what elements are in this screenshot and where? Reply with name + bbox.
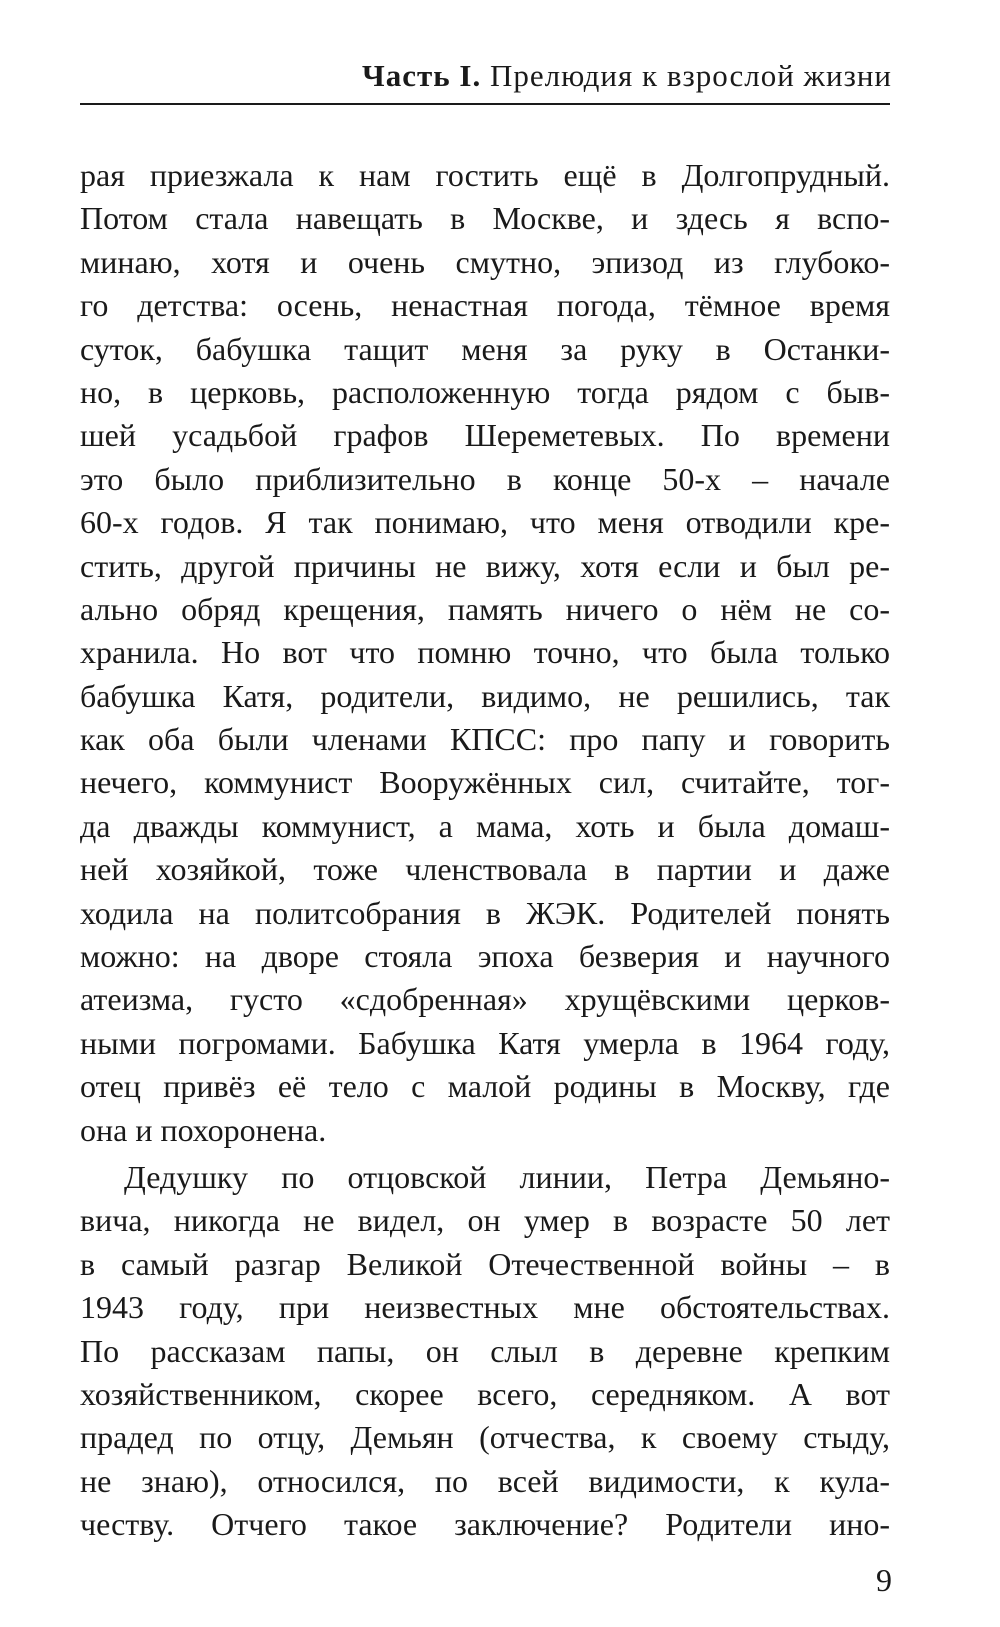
text-line: ходила на политсобрания в ЖЭК. Родителей понять (80, 894, 890, 931)
text-line: атеизма, густо «сдобренная» хрущёвскими церков- (80, 981, 890, 1018)
text-line: суток, бабушка тащит меня за руку в Останки- (80, 330, 890, 367)
text-line: хозяйственником, скорее всего, середняком. А вот (80, 1375, 890, 1412)
text-line: Дедушку по отцовской линии, Петра Демьяно- (124, 1158, 890, 1195)
text-line: это было приблизительно в конце 50-х – начале (80, 460, 890, 497)
text-line: Потом стала навещать в Москве, и здесь я вспо- (80, 200, 890, 237)
text-line: го детства: осень, ненастная погода, тёмное время (80, 287, 890, 324)
text-line: нечего, коммунист Вооружённых сил, считайте, тог- (80, 764, 890, 801)
text-line: шей усадьбой графов Шереметевых. По времени (80, 417, 890, 454)
text-line: да дважды коммунист, а мама, хоть и была домаш- (80, 807, 890, 844)
text-line: она и похоронена. (80, 1111, 327, 1148)
text-line: прадед по отцу, Демьян (отчества, к своему стыду, (80, 1419, 890, 1456)
text-line: 1943 году, при неизвестных мне обстоятельствах. (80, 1289, 890, 1326)
running-head (362, 58, 892, 94)
chapter-title: Прелюдия к взрослой жизни (489, 58, 892, 93)
body-text (80, 154, 890, 1547)
text-line: можно: на дворе стояла эпоха безверия и научного (80, 938, 890, 975)
text-line: По рассказам папы, он слыл в деревне крепким (80, 1332, 890, 1369)
paragraph-2 (80, 1156, 890, 1547)
text-line: в самый разгар Великой Отечественной войны – в (80, 1245, 890, 1282)
text-line: ными погромами. Бабушка Катя умерла в 1964 году, (80, 1024, 890, 1061)
text-line: минаю, хотя и очень смутно, эпизод из глубоко- (80, 243, 890, 280)
text-line: рая приезжала к нам гостить ещё в Долгопрудный. (80, 157, 890, 193)
text-line: честву. Отчего такое заключение? Родители ино- (80, 1506, 890, 1543)
text-line: как оба были членами КПСС: про папу и говорить (80, 721, 890, 758)
text-line: ней хозяйкой, тоже членствовала в партии и даже (80, 851, 890, 888)
text-line: вича, никогда не видел, он умер в возрасте 50 лет (80, 1202, 890, 1239)
page-number: 9 (876, 1562, 892, 1598)
text-line: ально обряд крещения, память ничего о нём не со- (80, 590, 890, 627)
text-line: бабушка Катя, родители, видимо, не решились, так (80, 677, 890, 714)
text-line: отец привёз её тело с малой родины в Москву, где (80, 1068, 890, 1105)
header-divider (80, 103, 890, 105)
text-line: хранила. Но вот что помню точно, что была только (80, 634, 890, 671)
text-line: стить, другой причины не вижу, хотя если и был ре- (80, 547, 890, 584)
part-label: Часть I. (362, 58, 482, 93)
text-line: но, в церковь, расположенную тогда рядом с быв- (80, 373, 890, 410)
text-line: не знаю), относился, по всей видимости, к кула- (80, 1462, 890, 1499)
paragraph-1 (80, 154, 890, 1152)
text-line: 60-х годов. Я так понимаю, что меня отводили кре- (80, 504, 890, 541)
